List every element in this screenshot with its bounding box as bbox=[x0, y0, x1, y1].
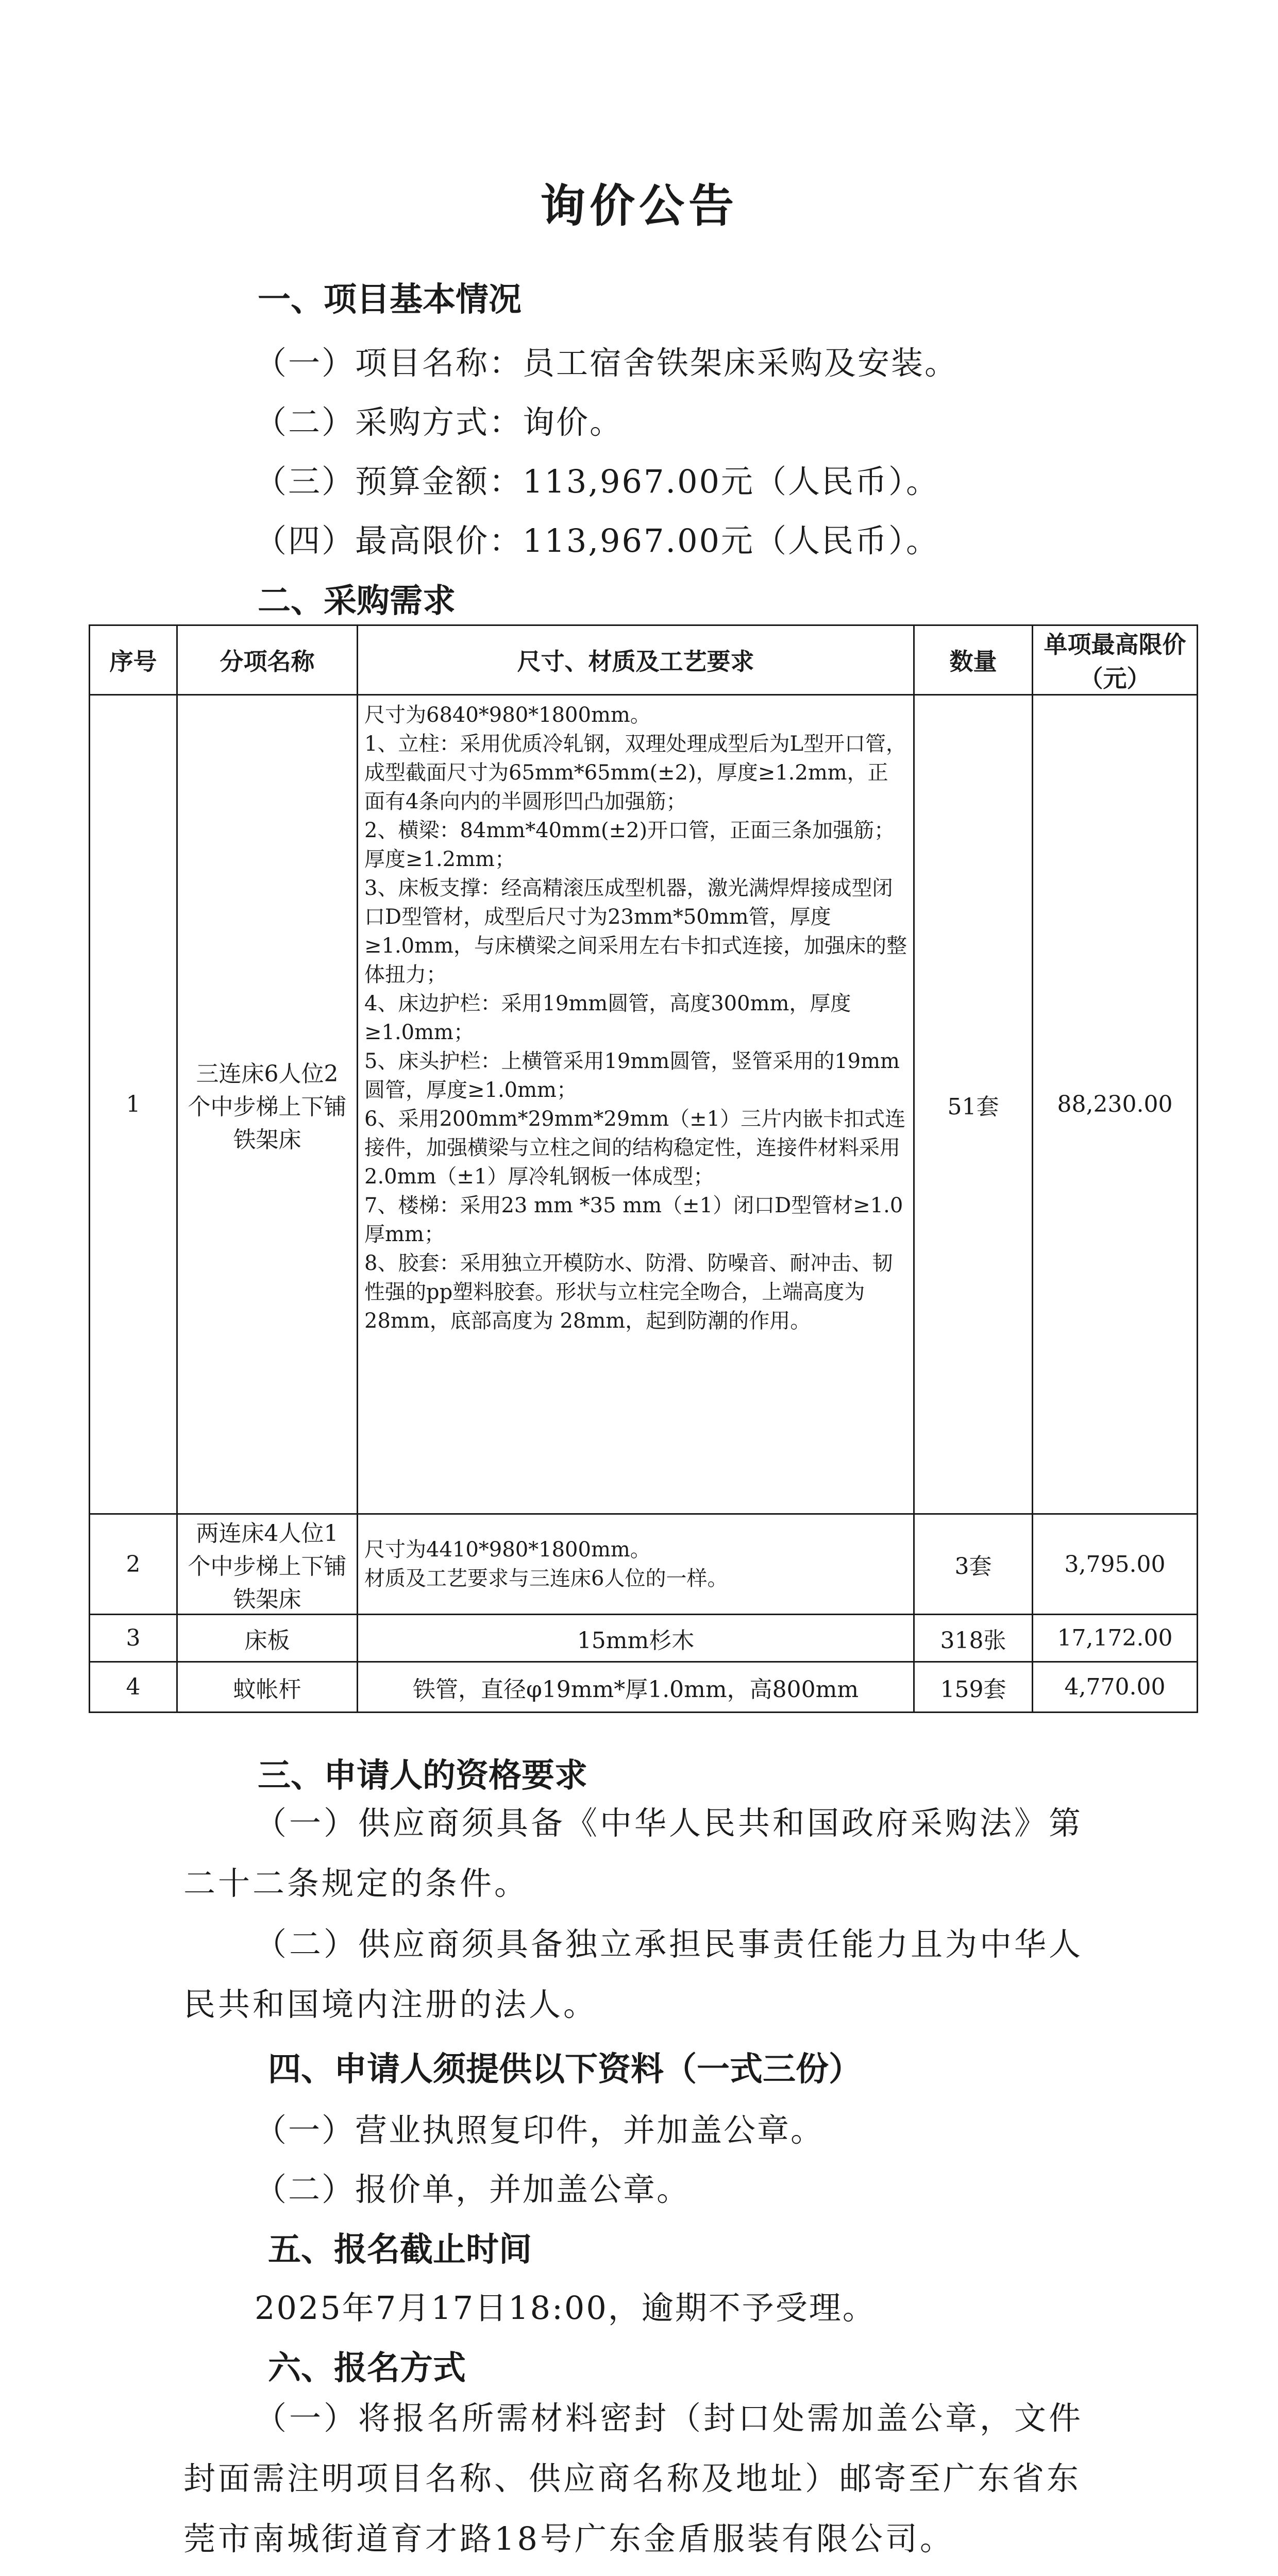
col-header-no: 序号 bbox=[90, 625, 177, 695]
row-no: 3 bbox=[90, 1615, 177, 1662]
col-header-quantity: 数量 bbox=[914, 625, 1033, 695]
table-header-row bbox=[90, 625, 1198, 695]
row-price: 3,795.00 bbox=[1033, 1514, 1198, 1615]
col-header-item-name: 分项名称 bbox=[177, 625, 358, 695]
req-line: 3、床板支撑：经高精滚压成型机器，激光满焊焊接成型闭口D型管材，成型后尺寸为23mm*50mm管，厚度≥1.0mm，与床横梁之间采用左右卡扣式连接，加强床的整体扭力； bbox=[364, 876, 907, 987]
table-row bbox=[90, 1615, 1198, 1662]
req-line: 1、立柱：采用优质冷轧钢，双理处理成型后为L型开口管，成型截面尺寸为65mm*65mm(±2)，厚度≥1.2mm，正面有4条向内的半圆形凹凸加强筋； bbox=[364, 732, 907, 814]
section6-heading: 六、报名方式 bbox=[268, 2349, 466, 2387]
section1-heading: 一、项目基本情况 bbox=[258, 280, 522, 319]
req-line: 2、横梁：84mm*40mm(±2)开口管，正面三条加强筋；厚度≥1.2mm； bbox=[364, 819, 895, 871]
qualification-2: （二）供应商须具备独立承担民事责任能力且为中华人民共和国境内注册的法人。 bbox=[183, 1925, 1084, 2023]
row-requirements bbox=[358, 1514, 914, 1615]
section2-heading: 二、采购需求 bbox=[258, 582, 456, 620]
section4-heading: 四、申请人须提供以下资料（一式三份） bbox=[268, 2050, 862, 2089]
row-requirements: 铁管，直径φ19mm*厚1.0mm，高800mm bbox=[358, 1662, 914, 1713]
max-price: （四）最高限价：113,967.00元（人民币）。 bbox=[255, 522, 939, 560]
procurement-method: （二）采购方式：询价。 bbox=[255, 403, 624, 441]
req-line: 尺寸为4410*980*1800mm。 bbox=[364, 1538, 651, 1562]
row-quantity: 159套 bbox=[914, 1662, 1033, 1713]
procurement-table bbox=[89, 624, 1198, 1713]
row-item-name: 蚊帐杆 bbox=[177, 1662, 358, 1713]
req-line: 7、楼梯：采用23 mm *35 mm（±1）闭口D型管材≥1.0厚mm； bbox=[364, 1194, 903, 1246]
req-line: 尺寸为6840*980*1800mm。 bbox=[364, 703, 651, 727]
table-row bbox=[90, 1514, 1198, 1615]
col-header-requirements: 尺寸、材质及工艺要求 bbox=[358, 625, 914, 695]
req-line: 5、床头护栏：上横管采用19mm圆管，竖管采用的19mm圆管，厚度≥1.0mm； bbox=[364, 1049, 900, 1102]
project-name: （一）项目名称：员工宿舍铁架床采购及安装。 bbox=[255, 344, 959, 382]
row-quantity: 3套 bbox=[914, 1514, 1033, 1615]
row-no: 2 bbox=[90, 1514, 177, 1615]
section3-heading: 三、申请人的资格要求 bbox=[258, 1756, 587, 1795]
row-no: 1 bbox=[90, 695, 177, 1514]
row-quantity: 51套 bbox=[914, 695, 1033, 1514]
budget-amount: （三）预算金额：113,967.00元（人民币）。 bbox=[255, 463, 939, 500]
row-quantity: 318张 bbox=[914, 1615, 1033, 1662]
document-1: （一）营业执照复印件，并加盖公章。 bbox=[255, 2111, 825, 2149]
table-row bbox=[90, 1662, 1198, 1713]
row-price: 88,230.00 bbox=[1033, 695, 1198, 1514]
page-title: 询价公告 bbox=[540, 179, 738, 232]
req-line: 材质及工艺要求与三连床6人位的一样。 bbox=[364, 1567, 728, 1590]
deadline-text: 2025年7月17日18:00，逾期不予受理。 bbox=[255, 2289, 876, 2327]
row-item-name: 两连床4人位1个中步梯上下铺铁架床 bbox=[177, 1514, 358, 1615]
row-no: 4 bbox=[90, 1662, 177, 1713]
row-requirements: 15mm杉木 bbox=[358, 1615, 914, 1662]
row-requirements bbox=[358, 695, 914, 1514]
req-line: 8、胶套：采用独立开模防水、防滑、防噪音、耐冲击、韧性强的pp塑料胶套。形状与立柱完全吻合，上端高度为28mm，底部高度为 28mm，起到防潮的作用。 bbox=[364, 1251, 893, 1333]
req-line: 4、床边护栏：采用19mm圆管，高度300mm，厚度≥1.0mm； bbox=[364, 992, 851, 1044]
row-price: 17,172.00 bbox=[1033, 1615, 1198, 1662]
section5-heading: 五、报名截止时间 bbox=[268, 2230, 532, 2269]
document-2: （二）报价单，并加盖公章。 bbox=[255, 2171, 691, 2208]
registration-method: （一）将报名所需材料密封（封口处需加盖公章，文件封面需注明项目名称、供应商名称及地址）邮寄至广东省东莞市南城街道育才路18号广东金盾服装有限公司。 bbox=[183, 2399, 1084, 2557]
req-line: 6、采用200mm*29mm*29mm（±1）三片内嵌卡扣式连接件，加强横梁与立柱之间的结构稳定性，连接件材料采用2.0mm（±1）厚冷轧钢板一体成型； bbox=[364, 1107, 906, 1189]
row-price: 4,770.00 bbox=[1033, 1662, 1198, 1713]
col-header-max-price: 单项最高限价（元） bbox=[1033, 625, 1198, 695]
row-item-name: 床板 bbox=[177, 1615, 358, 1662]
row-item-name: 三连床6人位2个中步梯上下铺铁架床 bbox=[177, 695, 358, 1514]
qualification-1: （一）供应商须具备《中华人民共和国政府采购法》第二十二条规定的条件。 bbox=[183, 1804, 1084, 1902]
table-row bbox=[90, 695, 1198, 1514]
